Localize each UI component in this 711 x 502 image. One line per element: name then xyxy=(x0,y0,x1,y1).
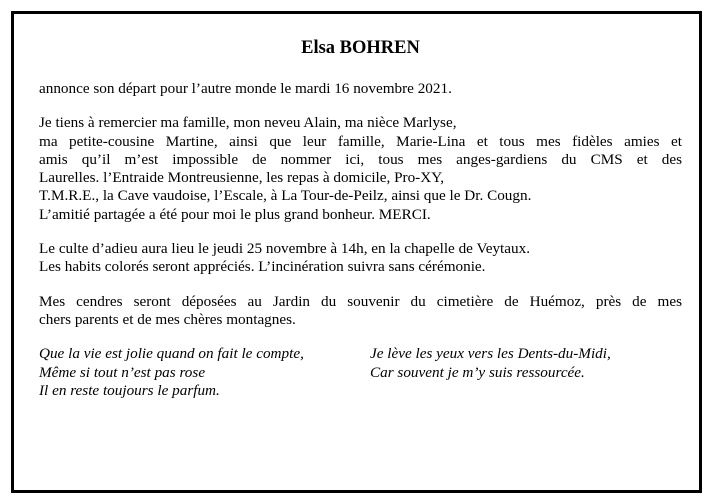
thanks-line-4: Laurelles. l’Entraide Montreusienne, les repas à domicile, Pro-XY, xyxy=(39,169,445,187)
ashes-line-1: Mes cendres seront déposées au Jardin du souvenir du cimetière de Huémoz, près de mes xyxy=(39,292,682,310)
poem-left xyxy=(39,345,304,400)
poem-right-line-2: Car souvent je m’y suis ressourcée. xyxy=(370,363,585,381)
poem-right-line-1: Je lève les yeux vers les Dents-du-Midi, xyxy=(370,345,611,363)
thanks-paragraph xyxy=(39,114,682,224)
ceremony-line-2: Les habits colorés seront appréciés. L’incinération suivra sans cérémonie. xyxy=(39,258,486,276)
ceremony-paragraph xyxy=(39,240,682,277)
ashes-line-2: chers parents et de mes chères montagnes. xyxy=(39,310,296,328)
thanks-line-2: ma petite-cousine Martine, ainsi que leur famille, Marie-Lina et tous mes fidèles amies et xyxy=(39,132,682,150)
ashes-paragraph xyxy=(39,293,682,330)
thanks-line-5: T.M.R.E., la Cave vaudoise, l’Escale, à La Tour-de-Peilz, ainsi que le Dr. Cougn. xyxy=(39,187,532,205)
notice-content xyxy=(39,37,682,401)
announcement-paragraph xyxy=(39,80,682,98)
thanks-line-6: L’amitié partagée a été pour moi le plus grand bonheur. MERCI. xyxy=(39,205,431,223)
poem-right xyxy=(370,345,611,382)
deceased-name: Elsa BOHREN xyxy=(301,38,420,58)
poem-left-line-3: Il en reste toujours le parfum. xyxy=(39,381,220,399)
ceremony-line-1: Le culte d’adieu aura lieu le jeudi 25 novembre à 14h, en la chapelle de Veytaux. xyxy=(39,240,531,258)
announcement-line: annonce son départ pour l’autre monde le mardi 16 novembre 2021. xyxy=(39,80,452,97)
poem-left-line-2: Même si tout n’est pas rose xyxy=(39,363,206,381)
thanks-line-3: amis qu’il m’est impossible de nommer ici, tous mes anges-gardiens du CMS et des xyxy=(39,150,682,168)
poems-block xyxy=(39,345,682,401)
notice-border-frame xyxy=(11,11,702,493)
thanks-line-1: Je tiens à remercier ma famille, mon neveu Alain, ma nièce Marlyse, xyxy=(39,114,457,132)
poem-left-line-1: Que la vie est jolie quand on fait le compte, xyxy=(39,345,304,363)
